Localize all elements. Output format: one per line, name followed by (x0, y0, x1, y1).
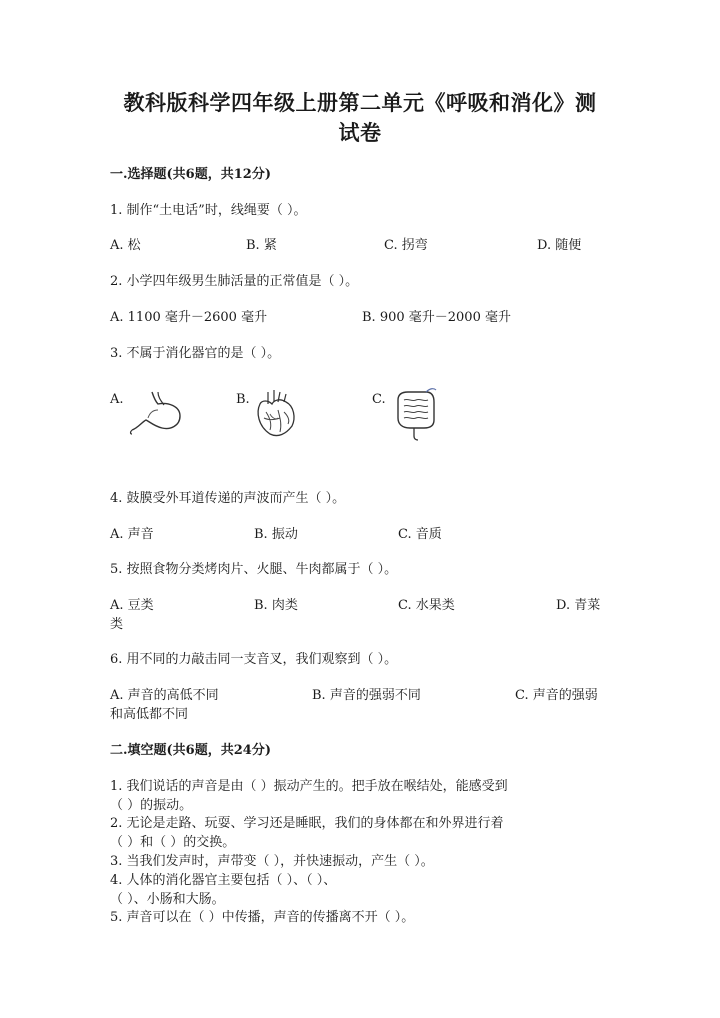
fill-line-1: 1. 我们说话的声音是由（ ）振动产生的。把手放在喉结处，能感受到 (110, 779, 508, 794)
question-3-option-c: C. (372, 392, 386, 407)
exam-title-line2: 试卷 (338, 120, 382, 145)
question-2-option-a: A. 1100 毫升－2600 毫升 (110, 310, 268, 325)
question-3-option-b: B. (236, 392, 250, 407)
question-1-option-c: C. 拐弯 (384, 238, 428, 253)
fill-line-8: 5. 声音可以在（ ）中传播，声音的传播离不开（ ）。 (110, 910, 415, 925)
section-1-heading: 一.选择题(共6题，共12分) (110, 167, 271, 182)
fill-line-3: 2. 无论是走路、玩耍、学习还是睡眠，我们的身体都在和外界进行着 (110, 816, 504, 831)
question-4-option-b: B. 振动 (254, 527, 298, 542)
question-6-option-a: A. 声音的高低不同 (110, 688, 219, 703)
question-5-option-b: B. 肉类 (254, 598, 298, 613)
fill-line-7: （ ）、小肠和大肠。 (110, 892, 225, 907)
section-2-heading: 二.填空题(共6题，共24分) (110, 743, 271, 758)
question-6-option-b: B. 声音的强弱不同 (312, 688, 421, 703)
question-5-stem: 5. 按照食物分类烤肉片、火腿、牛肉都属于（ ）。 (110, 562, 398, 577)
question-5-option-d-wrap: 类 (110, 617, 124, 632)
question-4-option-a: A. 声音 (110, 527, 154, 542)
question-2-stem-text: 2. 小学四年级男生肺活量的正常值是（ ）。 (110, 274, 359, 289)
question-6-stem: 6. 用不同的力敲击同一支音叉，我们观察到（ ）。 (110, 652, 398, 667)
question-5-option-c: C. 水果类 (398, 598, 455, 613)
heart-icon (250, 388, 300, 440)
intestines-icon (392, 386, 440, 444)
question-1-stem: 1. 制作“土电话”时，线绳要（ ）。 (110, 203, 307, 218)
question-3-option-a: A. (110, 392, 124, 407)
question-5-option-a: A. 豆类 (110, 598, 154, 613)
fill-line-4: （ ）和（ ）的交换。 (110, 835, 236, 850)
question-5-option-d: D. 青菜 (556, 598, 601, 613)
fill-line-2: （ ）的振动。 (110, 798, 193, 813)
question-6-option-c: C. 声音的强弱 (515, 688, 598, 703)
question-4-option-c: C. 音质 (398, 527, 442, 542)
question-3-stem: 3. 不属于消化器官的是（ ）。 (110, 346, 281, 361)
question-1-option-b: B. 紧 (246, 238, 277, 253)
stomach-icon (124, 388, 188, 438)
fill-line-6: 4. 人体的消化器官主要包括（ ）、（ ）、 (110, 873, 337, 888)
exam-title-line1: 教科版科学四年级上册第二单元《呼吸和消化》测 (123, 90, 597, 115)
question-2-option-b: B. 900 毫升－2000 毫升 (362, 310, 511, 325)
question-6-option-c-wrap: 和高低都不同 (110, 707, 189, 722)
question-1-option-d: D. 随便 (537, 238, 582, 253)
question-4-stem: 4. 鼓膜受外耳道传递的声波而产生（ ）。 (110, 491, 346, 506)
fill-line-5: 3. 当我们发声时，声带变（ ），并快速振动，产生（ ）。 (110, 854, 434, 869)
question-1-option-a: A. 松 (110, 238, 141, 253)
